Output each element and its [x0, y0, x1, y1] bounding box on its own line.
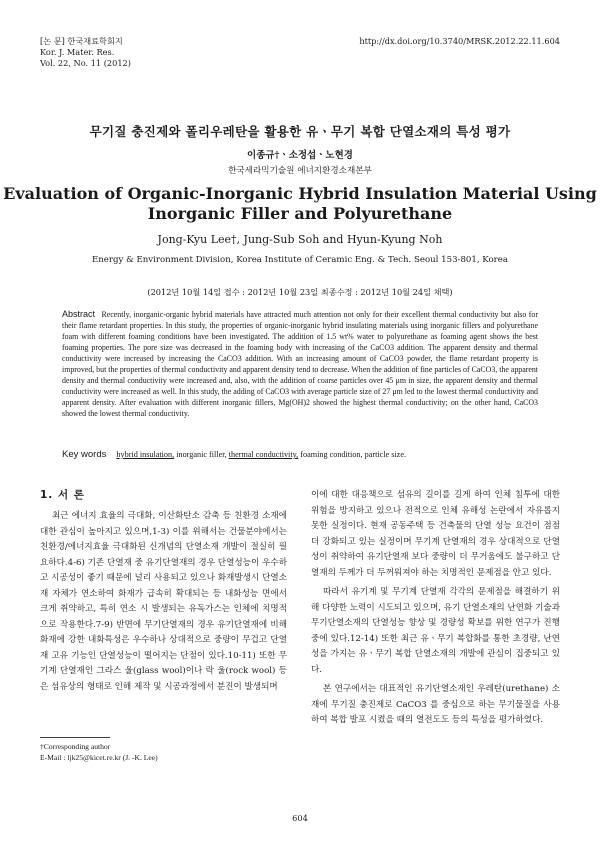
- footnote-corresponding: †Corresponding author: [40, 742, 111, 751]
- body-paragraph: 이에 대한 대응책으로 섬유의 길이를 길게 하여 인체 침투에 대한 위험을 방지하고 있으나 전적으로 인체 유해성 논란에서 자유롭지 못한 실정이다. 현재 공동주택 등 건축물의 단열 성능 요건이 점점 더 강화되고 있는 실정이며 무기계 단열재의 경우 상대적으로 단열성이 취약하여 유기단열재 보다 중량이 더 무거움에도 불구하고 단열재의 두께가 더 두꺼워져야 하는 치명적인 문제점을 안고 있다.: [311, 490, 560, 578]
- page-number: 604: [292, 813, 308, 823]
- title-english-line-1: Evaluation of Organic-Inorganic Hybrid Insulation Material Using: [3, 184, 597, 203]
- body-paragraph: 따라서 유기계 및 무기계 단열재 각각의 문제점을 해결하기 위해 다양한 노력이 시도되고 있으며, 유기 단열소재의 난연화 기술과 무기단열소재의 단열성능 향상 및 경량성 확보를 위한 연구가 진행 중에 있다.12-14) 또한 최근 유ㆍ무기 복합화를 통한 초경량, 난연성을 가지는 유ㆍ무기 복합 단열소재의 개발에 관심이 집중되고 있다.: [311, 587, 560, 675]
- keyword-item: thermal conductivity,: [228, 450, 299, 459]
- body-paragraph: 본 연구에서는 대표적인 유기단열소재인 우레탄(urethane) 소재에 무기질 충진제로 CaCO3 를 중심으로 하는 무기물질을 사용하여 복합 발포 시켰을 때의 열전도도 등의 특성을 평가하였다.: [311, 684, 560, 725]
- title-korean: 무기질 충진제와 폴리우레탄을 활용한 유ㆍ무기 복합 단열소재의 특성 평가: [89, 124, 511, 139]
- abstract-label: Abstract: [62, 309, 96, 319]
- journal-name-kr: [논 문] 한국재료학회지: [40, 36, 123, 46]
- journal-abbreviation: Kor. J. Mater. Res.: [40, 47, 115, 57]
- abstract: [62, 309, 538, 419]
- left-column: [40, 509, 287, 695]
- keyword-item: hybrid insulation,: [116, 450, 175, 459]
- keyword-item: inorganic filler,: [176, 450, 227, 459]
- title-english: [0, 184, 600, 224]
- journal-volume: Vol. 22, No. 11 (2012): [40, 58, 131, 68]
- keyword-item: particle size.: [364, 450, 406, 459]
- keywords-label: Key words: [62, 449, 107, 460]
- keywords: [62, 449, 538, 460]
- body-paragraph: 최근 에너지 효율의 극대화, 이산화탄소 감축 등 친환경 소재에 대한 관심이 높아지고 있으며,1-3) 이를 위해서는 건물분야에서는 친환경/에너지효율 극대화된 신개념의 단열소재 개발이 절실히 필요하다.4-6) 기존 단열재 중 유기단열재의 경우 단열성능이 우수하고 시공성이 좋기 때문에 널리 사용되고 있으나 화재발생시 단열소재 자체가 연소하여 화재가 급속히 확대되는 등 내화성능 면에서 크게 취약하고, 특히 연소 시 발생되는 유독가스는 인체에 치명적으로 작용한다.7-9) 반면에 무기단열재의 경우 유기단열재에 비해 화재에 강한 내화특성은 우수하나 상대적으로 중량이 무겁고 단열재 고유 기능인 단열성능이 떨어지는 단점이 있다.10-11) 또한 무기계 단열재인 그라스 울(glass wool)이나 락 울(rock wool) 등은 섬유상의 형태로 인해 제작 및 시공과정에서 분진이 발생되며: [40, 511, 287, 692]
- doi-link[interactable]: http://dx.doi.org/10.3740/MRSK.2012.22.11.604: [359, 36, 560, 46]
- footnote-divider: [40, 737, 110, 738]
- affiliation-korean: 한국세라믹기술원 에너지환경소재본부: [228, 166, 372, 176]
- authors-english: Jong-Kyu Lee†, Jung-Sub Soh and Hyun-Kyung Noh: [157, 233, 443, 246]
- title-english-line-2: Inorganic Filler and Polyurethane: [147, 204, 453, 223]
- journal-header: [40, 36, 131, 69]
- authors-korean: 이종규†ㆍ소정섭ㆍ노현경: [247, 150, 353, 161]
- abstract-text: Recently, inorganic-organic hybrid materials have attracted much attention not only for their excellent thermal conductivity but also for their flame retardant properties. In this study, the properties of organic-inorganic hybrid insulating materials using inorganic fillers and polyurethane foam with different foaming conditions have been investigated. The addition of 1.5 wt% water to polyurethane as foaming agent shows the best foaming properties. The pore size was decreased in the foaming body with increasing of the CaCO3 addition. The apparent density and thermal conductivity were increased by increasing the CaCO3 addition. With an increasing amount of CaCO3 powder, the flame retardant property is improved, but the properties of thermal conductivity and apparent density tend to decrease. When the addition of fine particles of CaCO3, the apparent density and thermal conductivity were increased and, also, with the addition of coarse particles over 45 μm in size, the apparent density and thermal conductivity were increased as well. In this study, the adding of CaCO3 with average particle size of 27 μm led to the lowest thermal conductivity and apparent density. After evaluation with different inorganic fillers, Mg(OH)2 showed the highest thermal conductivity; on the other hand, CaCO3 showed the lowest thermal conductivity.: [62, 310, 538, 418]
- footnote-email: E-Mail : ljk25@kicet.re.kr (J. -K. Lee): [40, 753, 158, 762]
- footnote: [40, 741, 158, 763]
- section-heading: 1. 서 론: [40, 489, 85, 501]
- submission-dates: (2012년 10월 14일 접수 : 2012년 10월 23일 최종수정 : 2012년 10월 24일 채택): [147, 287, 453, 297]
- keyword-item: foaming condition,: [300, 450, 363, 459]
- affiliation-english: Energy & Environment Division, Korea Institute of Ceramic Eng. & Tech. Seoul 153-801, Korea: [92, 255, 508, 265]
- right-column: [311, 488, 560, 729]
